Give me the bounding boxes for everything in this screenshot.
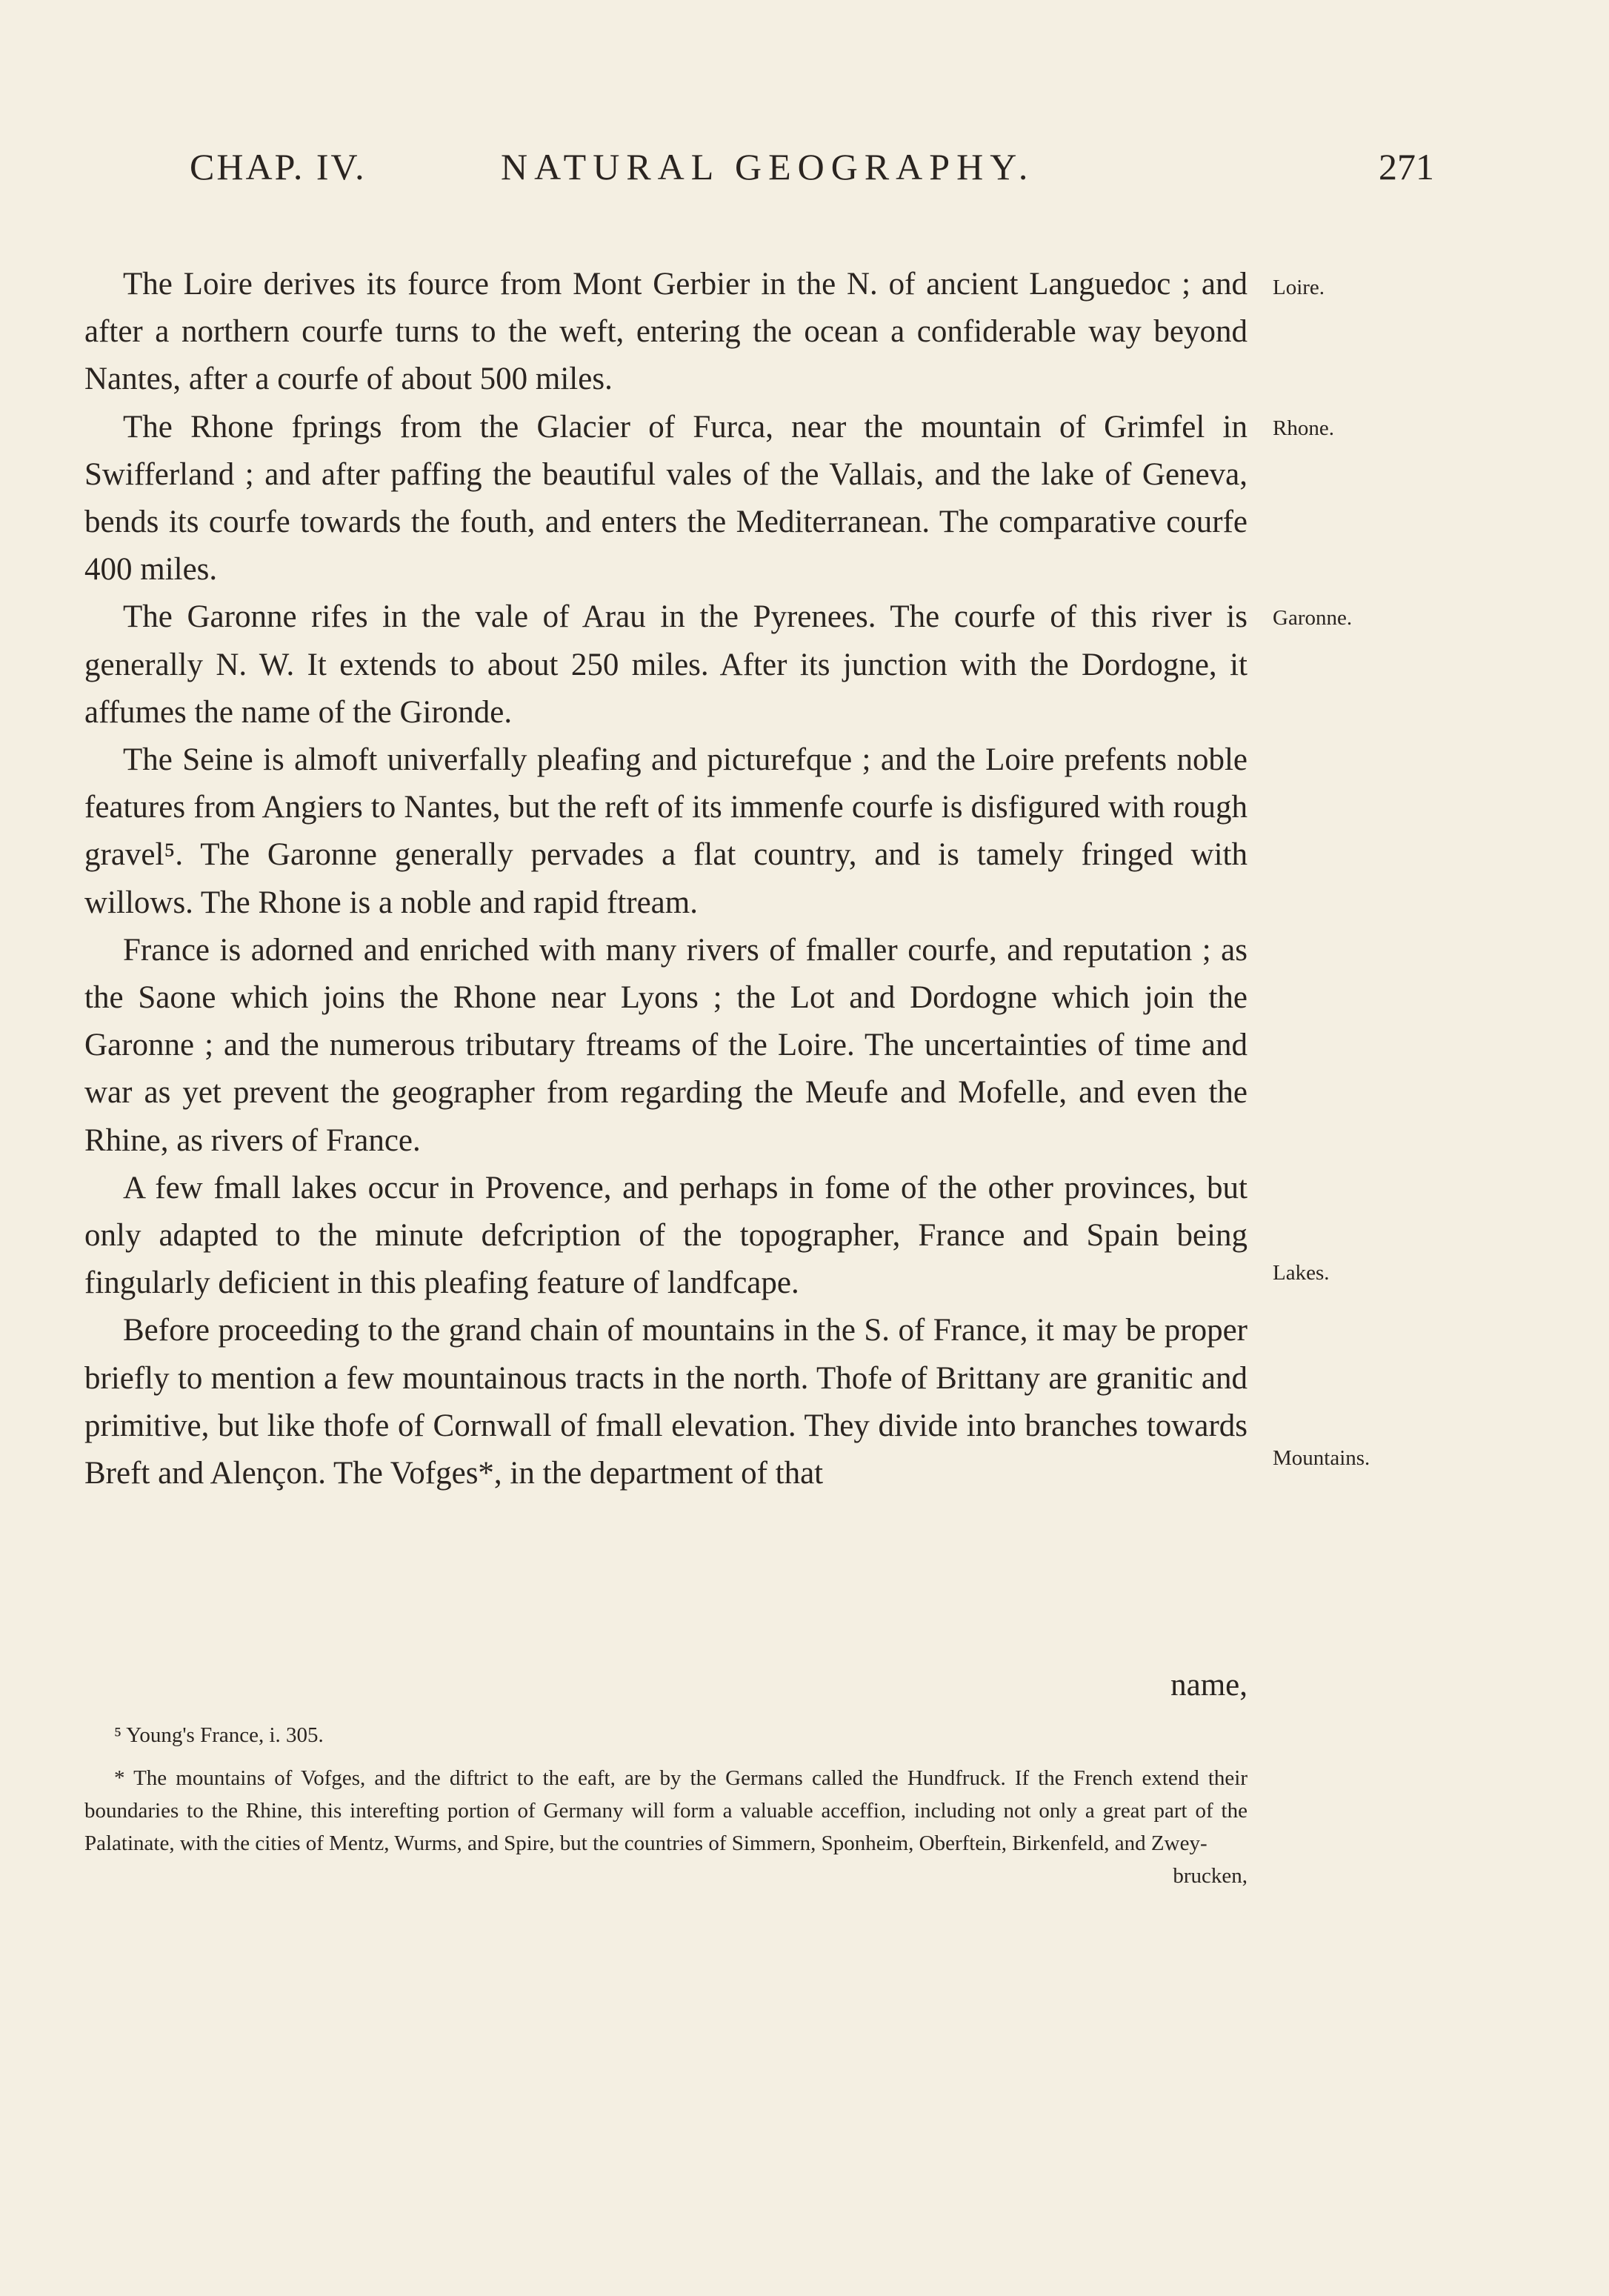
paragraph-comparison: The Seine is almoft univerfally pleafing and picturefque ; and the Loire prefents noble features from Angiers to Nantes, but the reft of its immenfe courfe is disfigured with rough gravel⁵. The Garonne generally pervades a flat country, and is tamely fringed with willows. The Rhone is a noble and rapid ftream. [84,742,1247,920]
footnote-5: ⁵ Young's France, i. 305. [114,1723,324,1747]
margin-note-rhone: Rhone. [1273,416,1334,440]
margin-note-lakes: Lakes. [1273,1261,1330,1285]
running-header [190,145,1434,204]
paragraph-lakes: A few fmall lakes occur in Provence, and perhaps in fome of the other provinces, but only adapted to the minute defcription of the topographer, France and Spain being fingularly deficient in this pleafing feature of landfcape. [84,1170,1247,1301]
running-title: NATURAL GEOGRAPHY. [501,146,1035,187]
paragraph-rhone: The Rhone fprings from the Glacier of Furca, near the mountain of Grimfel in Swifferland ; and after paffing the beautiful vales of the Vallais, and the lake of Geneva, bends its courfe towards the fouth, and enters the Mediterranean. The comparative courfe 400 miles. [84,409,1247,588]
paragraph-mountains: Before proceeding to the grand chain of mountains in the S. of France, it may be proper briefly to mention a few mountainous tracts in the north. Thofe of Brittany are granitic and primitive, but like thofe of Cornwall of fmall elevation. They divide into branches towards Breft and Alençon. The Vofges*, in the department of that [84,1313,1247,1491]
footnote-catchword: brucken, [1173,1864,1247,1888]
catchword: name, [1170,1668,1247,1703]
margin-note-garonne: Garonne. [1273,606,1353,630]
chapter-label: CHAP. IV. [190,146,367,187]
paragraph-loire: The Loire derives its fource from Mont Gerbier in the N. of ancient Languedoc ; and after a northern courfe turns to the weft, entering the ocean a confiderable way beyond Nantes, after a courfe of about 500 miles. [84,267,1247,397]
page-number: 271 [1379,146,1434,187]
paragraph-smaller-rivers: France is adorned and enriched with many rivers of fmaller courfe, and reputation ; as the Saone which joins the Rhone near Lyons ; the Lot and Dordogne which join the Garonne ; and the numerous tributary ftreams of the Loire. The uncertainties of time and war as yet prevent the geographer from regarding the Meufe and Mofelle, and even the Rhine, as rivers of France. [84,932,1247,1158]
paragraph-garonne: The Garonne rifes in the vale of Arau in the Pyrenees. The courfe of this river is generally N. W. It extends to about 250 miles. After its junction with the Dordogne, it affumes the name of the Gironde. [84,599,1247,730]
main-text [84,261,1247,1497]
footnotes [84,1719,1247,1892]
margin-note-mountains: Mountains. [1273,1446,1370,1470]
margin-note-loire: Loire. [1273,276,1325,299]
footnote-star: * The mountains of Vofges, and the diftrict to the eaft, are by the Germans called the Hundfruck. If the French extend their boundaries to the Rhine, this interefting portion of Germany will form a valuable acceffion, including not only a great part of the Palatinate, with the cities of Mentz, Wurms, and Spire, but the countries of Simmern, Sponheim, Oberftein, Birkenfeld, and Zwey- [84,1766,1247,1855]
